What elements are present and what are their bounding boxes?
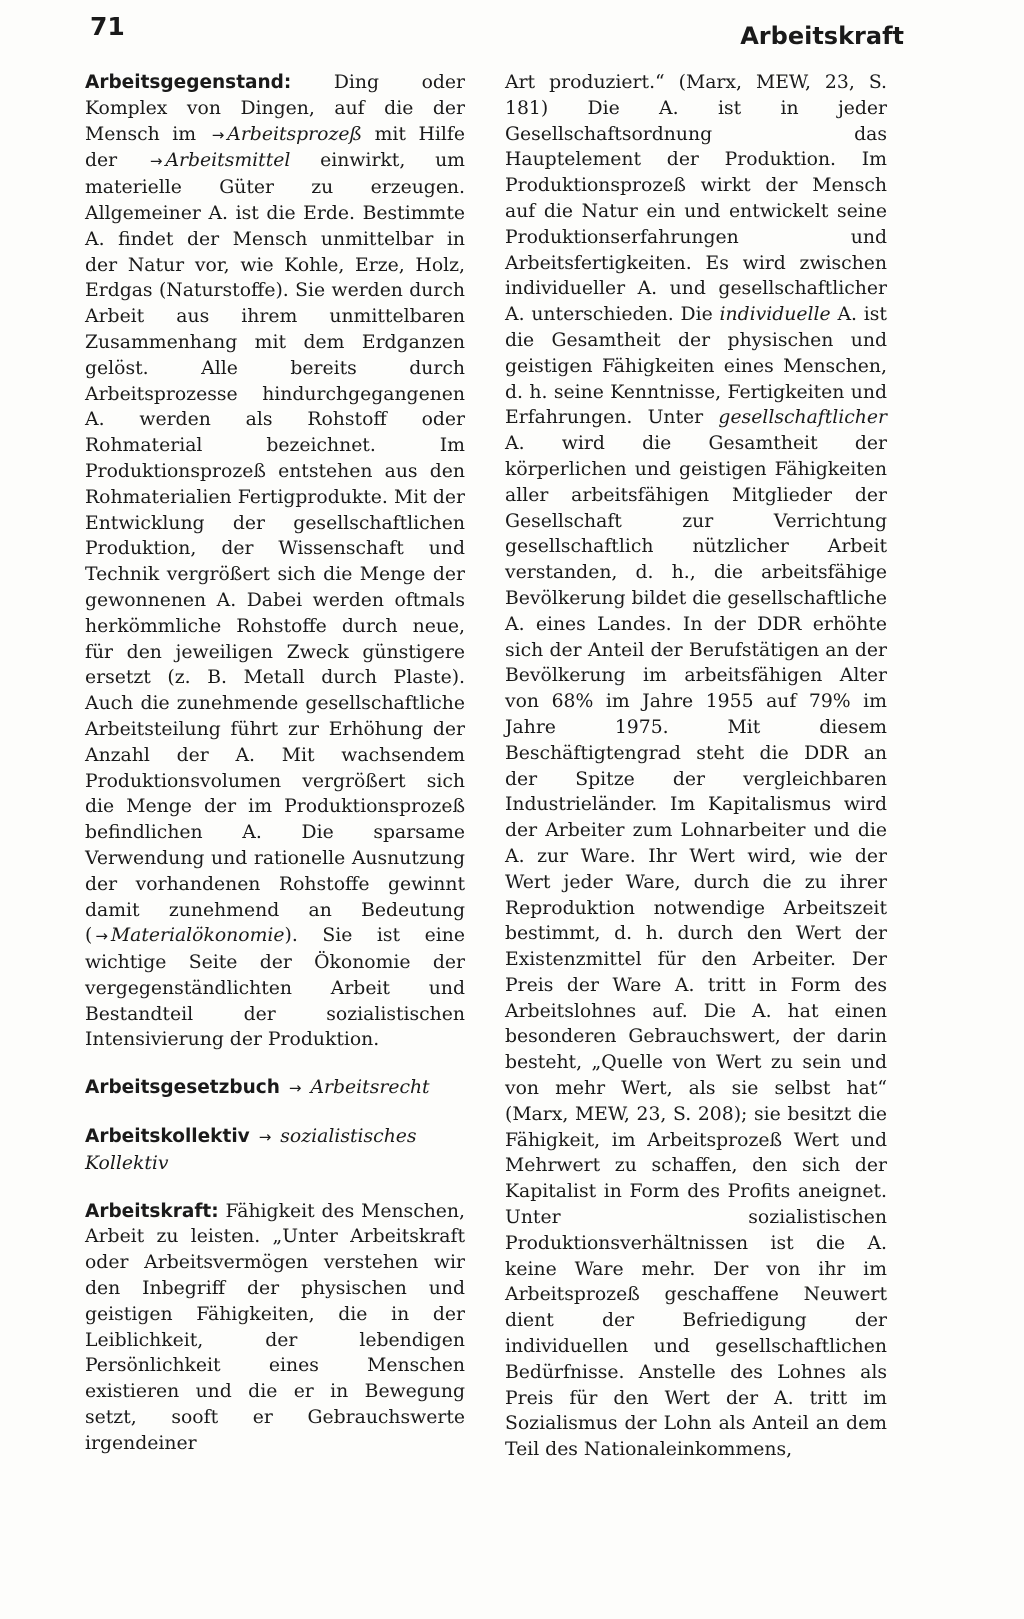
headword: Arbeitsgesetzbuch <box>85 1077 280 1099</box>
entry-arbeitsgesetzbuch <box>85 1075 465 1102</box>
headword: Arbeitskraft: <box>85 1200 219 1222</box>
cross-reference: Arbeitsrecht <box>310 1077 430 1099</box>
page-number: 71 <box>90 12 125 41</box>
entry-text: mit Hilfe der <box>85 123 465 172</box>
emphasis-gesellschaftlicher: gesellschaftlicher <box>718 407 887 429</box>
entry-arbeitsgegenstand <box>85 70 465 1053</box>
left-column <box>85 70 465 1457</box>
cross-reference-arrow-icon: → <box>258 1128 272 1147</box>
running-title: Arbeitskraft <box>740 22 904 50</box>
cross-reference-arrow-icon: → <box>149 152 163 171</box>
cross-reference-arrow-icon: → <box>211 125 225 144</box>
cross-reference: sozialistisches Kollektiv <box>85 1126 417 1174</box>
cross-reference-arrow-icon: → <box>288 1079 302 1098</box>
entry-arbeitskraft-continued <box>505 70 887 1463</box>
entry-text: Art produziert.“ (Marx, MEW, 23, S. 181) Die A. ist in jeder Gesellschaftsordnung das Hauptelement der Produktion. Im Produktionsprozeß wirkt der Mensch auf die Natur ein und entwickelt seine Produktionserfahrungen und Arbeitsfertigkeiten. Es wird zwischen individueller A. und gesellschaftlicher A. unterschieden. Die <box>505 72 887 326</box>
entry-text: Ding oder Komplex von Dingen, auf die der Mensch im <box>85 72 465 145</box>
cross-reference-arrow-icon: → <box>95 927 108 946</box>
right-column <box>505 70 887 1463</box>
headword: Arbeitsgegenstand: <box>85 72 292 93</box>
emphasis-individuelle: individuelle <box>719 304 831 326</box>
entry-text: Fähigkeit des Menschen, Arbeit zu leisten. „Unter Arbeitskraft oder Arbeitsvermögen verstehen wir den Inbegriff der physischen und geistigen Fähigkeiten, die in der Leiblichkeit, der lebendigen Persönlichkeit eines Menschen existieren und die er in Bewegung setzt, sooft er Gebrauchswerte irgendeiner <box>85 1200 465 1454</box>
entry-text: ). Sie ist eine wichtige Seite der Ökonomie der vergegenständlichten Arbeit und Bestandteil der sozialistischen Intensivierung der Produktion. <box>85 925 465 1051</box>
cross-reference: Materialökonomie <box>110 925 285 947</box>
headword: Arbeitskollektiv <box>85 1126 250 1148</box>
entry-text: A. wird die Gesamtheit der körperlichen und geistigen Fähigkeiten aller arbeitsfähigen Mitglieder der Gesellschaft zur Verrichtung gesellschaftlich nützlicher Arbeit verstanden, d. h., die arbeitsfähige Bevölkerung bildet die gesellschaftliche A. eines Landes. In der DDR erhöhte sich der Anteil der Berufstätigen an der Bevölkerung im arbeitsfähigen Alter von 68% im Jahre 1955 auf 79% im Jahre 1975. Mit diesem Beschäftigtengrad steht die DDR an der Spitze der vergleichbaren Industrieländer. Im Kapitalismus wird der Arbeiter zum Lohnarbeiter und die A. zur Ware. Ihr Wert wird, wie der Wert jeder Ware, durch die zu ihrer Reproduktion notwendige Arbeitszeit bestimmt, d. h. durch den Wert der Existenzmittel für den Arbeiter. Der Preis der Ware A. tritt in Form des Arbeitslohnes auf. Die A. hat einen besonderen Gebrauchswert, der darin besteht, „Quelle von Wert zu sein und von mehr Wert, als sie selbst hat“ (Marx, MEW, 23, S. 208); sie besitzt die Fähigkeit, im Arbeitsprozeß Wert und Mehrwert zu schaffen, den sich der Kapitalist in Form des Profits aneignet. Unter sozialistischen Produktionsverhältnissen ist die A. keine Ware mehr. Der von ihr im Arbeitsprozeß geschaffene Neuwert dient der Befriedigung der individuellen und gesellschaftlichen Bedürfnisse. Anstelle des Lohnes als Preis für den Wert der A. tritt im Sozialismus der Lohn als Anteil an dem Teil des Nationaleinkommens, <box>505 433 887 1461</box>
entry-text: einwirkt, um materielle Güter zu erzeugen. Allgemeiner A. ist die Erde. Bestimmte A. findet der Mensch unmittelbar in der Natur vor, wie Kohle, Erze, Holz, Erdgas (Naturstoffe). Sie werden durch Arbeit aus ihrem unmittelbaren Zusammenhang mit dem Erdganzen gelöst. Alle bereits durch Arbeitsprozesse hindurchgegangenen A. werden als Rohstoff oder Rohmaterial bezeichnet. Im Produktionsprozeß entstehen aus den Rohmaterialien Fertigprodukte. Mit der Entwicklung der gesellschaftlichen Produktion, der Wissenschaft und Technik vergrößert sich die Menge der gewonnenen A. Dabei werden oftmals herkömmliche Rohstoffe durch neue, für den jeweiligen Zweck günstigere ersetzt (z. B. Metall durch Plaste). Auch die zunehmende gesellschaftliche Arbeitsteilung führt zur Erhöhung der Anzahl der A. Mit wachsendem Produktionsvolumen vergrößert sich die Menge der im Produktionsprozeß befindlichen A. Die sparsame Verwendung und rationelle Ausnutzung der vorhandenen Rohstoffe gewinnt damit zunehmend an Bedeutung ( <box>85 150 465 947</box>
entry-arbeitskollektiv <box>85 1124 465 1177</box>
cross-reference: Arbeitsprozeß <box>227 123 362 145</box>
entry-text: A. ist die Gesamtheit der physischen und geistigen Fähigkeiten eines Menschen, d. h. seine Kenntnisse, Fertigkeiten und Erfahrungen. Unter <box>505 304 887 429</box>
entry-arbeitskraft-start <box>85 1199 465 1457</box>
cross-reference: Arbeitsmittel <box>165 150 291 172</box>
